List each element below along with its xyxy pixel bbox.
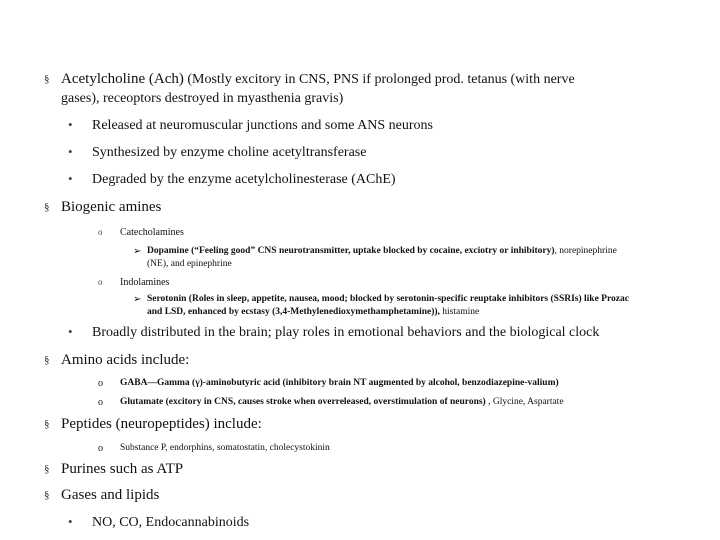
circle-bullet-icon: o [98, 227, 103, 237]
bullet-purines [44, 461, 184, 478]
biogenic-amines-heading: Biogenic amines [61, 199, 162, 215]
bullet-biogenic-amines [44, 199, 162, 216]
sub-bullet-substance-p: o Substance P, endorphins, somatostatin, cholecystokinin [98, 443, 330, 454]
dot-bullet-icon: • [68, 171, 73, 186]
arrow-bullet-icon: ➢ [133, 294, 142, 305]
square-bullet-icon: § [44, 489, 50, 501]
square-bullet-icon: § [44, 73, 50, 85]
sub-sub-bullet-serotonin: ➢ Serotonin (Roles in sleep, appetite, nausea, mood; blocked by serotonin-specific reuptake inhibitors (SSRIs) like Prozac [133, 294, 629, 305]
dopamine-line2: (NE), and epinephrine [147, 259, 232, 269]
sub-bullet-gaba: o GABA—Gamma (γ)-aminobutyric acid (inhibitory brain NT augmented by alcohol, benzodiazepine-valium) [98, 378, 559, 389]
bullet-gases-lipids [44, 487, 160, 504]
dot-bullet-icon: • [68, 324, 73, 339]
arrow-bullet-icon: ➢ [133, 246, 142, 257]
sub-sub-bullet-dopamine: ➢ Dopamine (“Feeling good” CNS neurotransmitter, uptake blocked by cocaine, exciotry or inhibitory), norepinephrine [133, 246, 617, 257]
purines-heading: Purines such as ATP [61, 461, 184, 477]
dot-bullet-icon: • [68, 117, 73, 132]
amino-acids-heading: Amino acids include: [61, 352, 190, 368]
acetylcholine-description: (Mostly excitory in CNS, PNS if prolonged prod. tetanus (with nerve [183, 72, 575, 87]
dot-bullet-icon: • [68, 514, 73, 529]
serotonin-line2: and LSD, enhanced by ecstasy (3,4-Methylenedioxymethamphetamine)), histamine [147, 307, 480, 317]
circle-bullet-icon: o [98, 277, 103, 287]
acetylcholine-description-line2: gases), receoptors destroyed in myasthenia gravis) [61, 91, 344, 106]
bullet-acetylcholine [44, 71, 575, 88]
sub-bullet-indolamines: o Indolamines [98, 277, 170, 288]
sub-bullet-degraded: • Degraded by the enzyme acetylcholinesterase (AChE) [68, 171, 396, 187]
square-bullet-icon: § [44, 418, 50, 430]
sub-bullet-glutamate: o Glutamate (excitory in CNS, causes stroke when overreleased, overstimulation of neurons) , Glycine, Aspartate [98, 397, 564, 408]
sub-bullet-broadly-distributed: • Broadly distributed in the brain; play roles in emotional behaviors and the biological clock [68, 324, 600, 340]
acetylcholine-heading: Acetylcholine (Ach) [61, 71, 184, 87]
sub-bullet-catecholamines: o Catecholamines [98, 227, 184, 238]
peptides-heading: Peptides (neuropeptides) include: [61, 416, 262, 432]
sub-bullet-no-co: • NO, CO, Endocannabinoids [68, 514, 250, 530]
bullet-peptides [44, 416, 262, 433]
gases-lipids-heading: Gases and lipids [61, 487, 160, 503]
square-bullet-icon: § [44, 354, 50, 366]
circle-bullet-icon: o [98, 397, 103, 408]
square-bullet-icon: § [44, 463, 50, 475]
circle-bullet-icon: o [98, 378, 103, 389]
dot-bullet-icon: • [68, 144, 73, 159]
circle-bullet-icon: o [98, 443, 103, 454]
sub-bullet-synthesized: • Synthesized by enzyme choline acetyltransferase [68, 144, 367, 160]
square-bullet-icon: § [44, 201, 50, 213]
sub-bullet-released: • Released at neuromuscular junctions and some ANS neurons [68, 117, 433, 133]
bullet-amino-acids [44, 352, 190, 369]
